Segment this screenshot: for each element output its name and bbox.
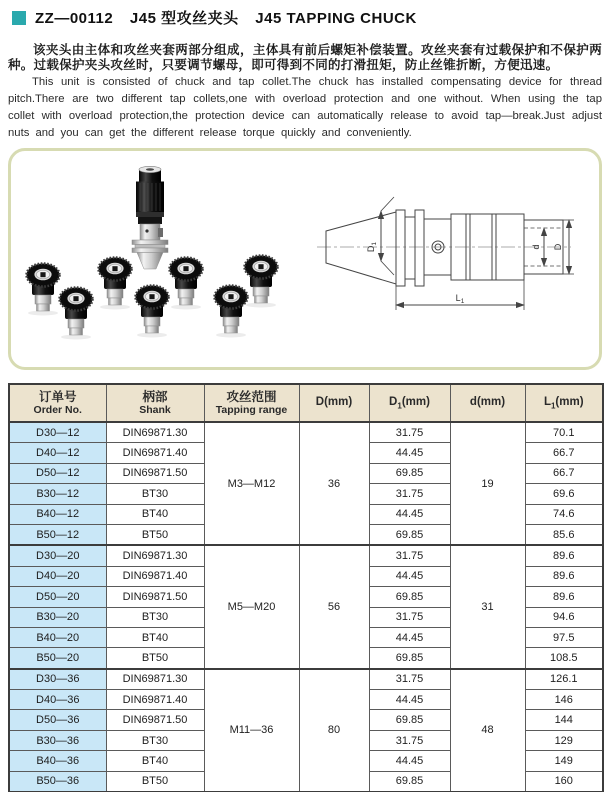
cell-L1: 66.7 [525,443,603,463]
cell-shank: BT40 [106,627,204,647]
cell-L1: 89.6 [525,545,603,566]
cell-order-no: D30—36 [9,669,106,690]
cell-D1: 69.85 [369,463,450,483]
dim-label-d-small: d [531,244,541,250]
cell-d: 31 [450,545,525,668]
col-header-D: D(mm) [299,384,369,422]
col-header-order-no: 订单号 Order No. [9,384,106,422]
cell-D1: 31.75 [369,607,450,627]
product-code: ZZ—00112 [35,10,114,27]
cell-shank: DIN69871.30 [106,422,204,443]
tap-collet-illustration [99,258,132,310]
cell-shank: DIN69871.50 [106,587,204,607]
col-header-L1: $L_1(mm)$ [525,384,603,422]
cell-D1: 31.75 [369,669,450,690]
col-header-shank: 柄部 Shank [106,384,204,422]
cell-order-no: D30—20 [9,545,106,566]
cell-tapping-range: M5—M20 [204,545,299,668]
cell-L1: 97.5 [525,627,603,647]
cell-L1: 126.1 [525,669,603,690]
cell-D1: 31.75 [369,730,450,750]
cell-order-no: B30—20 [9,607,106,627]
cell-order-no: B30—12 [9,484,106,504]
cell-L1: 94.6 [525,607,603,627]
cell-L1: 160 [525,771,603,792]
cell-shank: BT30 [106,484,204,504]
cell-D1: 69.85 [369,771,450,792]
cell-shank: DIN69871.40 [106,443,204,463]
cell-shank: BT50 [106,648,204,669]
cell-shank: BT30 [106,730,204,750]
cell-order-no: D50—20 [9,587,106,607]
cell-order-no: D50—12 [9,463,106,483]
cell-order-no: B40—36 [9,751,106,771]
cell-L1: 74.6 [525,504,603,524]
cell-D1: 44.45 [369,690,450,710]
cell-L1: 85.6 [525,524,603,545]
tap-collet-illustration [60,288,93,340]
spec-table-body [9,422,603,792]
cell-D1: 69.85 [369,524,450,545]
dim-label-l1: $L_1$ [455,293,465,305]
cell-L1: 108.5 [525,648,603,669]
cell-order-no: B40—12 [9,504,106,524]
dim-label-d1: $D_1$ [366,241,378,253]
spec-table [8,383,604,792]
cell-D1: 44.45 [369,566,450,586]
cell-D: 36 [299,422,369,545]
cell-D1: 69.85 [369,710,450,730]
square-bullet-icon [12,11,26,25]
table-header-row [9,384,603,422]
cell-order-no: D40—36 [9,690,106,710]
product-name-en: J45 TAPPING CHUCK [255,10,417,27]
cell-D1: 31.75 [369,422,450,443]
product-panel [8,148,602,370]
cell-D1: 44.45 [369,504,450,524]
cell-shank: DIN69871.40 [106,566,204,586]
cell-L1: 66.7 [525,463,603,483]
tap-collet-illustration [215,286,248,338]
cell-D1: 69.85 [369,587,450,607]
cell-shank: DIN69871.50 [106,710,204,730]
cell-shank: BT30 [106,607,204,627]
cell-shank: DIN69871.50 [106,463,204,483]
cell-order-no: D30—12 [9,422,106,443]
intro-paragraph-en: This unit is consisted of chuck and tap collet.The chuck has installed compensating device for thread pitch.There are two different tap collets,one with overload protection and one without. When using the tap collet with overload protection,the protection device can automatically release to avoid tap—break.Just adjust nuts and you can get the different release torque quickly and conveniently. [8,76,602,139]
cell-D: 80 [299,669,369,792]
cell-d: 19 [450,422,525,545]
cell-D1: 31.75 [369,484,450,504]
cell-L1: 89.6 [525,587,603,607]
cell-order-no: B40—20 [9,627,106,647]
cell-shank: DIN69871.30 [106,545,204,566]
cell-L1: 129 [525,730,603,750]
cell-order-no: D40—20 [9,566,106,586]
cell-D: 56 [299,545,369,668]
cell-D1: 44.45 [369,443,450,463]
cell-shank: BT40 [106,504,204,524]
tap-collet-illustration [27,264,60,316]
tap-collet-illustration [136,286,169,338]
cell-tapping-range: M3—M12 [204,422,299,545]
cell-L1: 144 [525,710,603,730]
cell-tapping-range: M11—36 [204,669,299,792]
cell-D1: 31.75 [369,545,450,566]
intro-paragraph-cn: 该夹头由主体和攻丝夹套两部分组成，主体具有前后螺矩补偿装置。攻丝夹套有过载保护和不保护两种。过载保护夹头攻丝时，只要调节螺母，即可得到不同的打滑扭矩，防止丝锥折断，方便迅速。 [8,42,602,72]
cell-L1: 70.1 [525,422,603,443]
cell-order-no: B50—36 [9,771,106,792]
cell-D1: 44.45 [369,627,450,647]
cell-order-no: B50—20 [9,648,106,669]
cell-shank: DIN69871.40 [106,690,204,710]
tap-collet-illustration [170,258,203,310]
cell-D1: 44.45 [369,751,450,771]
cell-order-no: D40—12 [9,443,106,463]
cell-shank: BT40 [106,751,204,771]
cell-shank: DIN69871.30 [106,669,204,690]
product-photo [13,145,313,367]
cell-d: 48 [450,669,525,792]
technical-drawing [311,147,599,369]
col-header-d: d(mm) [450,384,525,422]
cell-order-no: D50—36 [9,710,106,730]
dim-label-d-big: D [553,243,563,251]
cell-L1: 149 [525,751,603,771]
cell-L1: 69.6 [525,484,603,504]
cell-order-no: B50—12 [9,524,106,545]
tap-collet-illustration [245,256,278,308]
cell-L1: 89.6 [525,566,603,586]
col-header-tapping-range: 攻丝范围 Tapping range [204,384,299,422]
cell-L1: 146 [525,690,603,710]
table-row [9,422,603,443]
table-row [9,545,603,566]
cell-D1: 69.85 [369,648,450,669]
table-row [9,669,603,690]
page-title [35,7,429,28]
product-name-cn: J45 型攻丝夹头 [129,10,239,27]
col-header-D1: $D_1(mm)$ [369,384,450,422]
page-header [12,7,602,28]
tapping-chuck-illustration [132,166,168,269]
cell-shank: BT50 [106,524,204,545]
cell-shank: BT50 [106,771,204,792]
cell-order-no: B30—36 [9,730,106,750]
